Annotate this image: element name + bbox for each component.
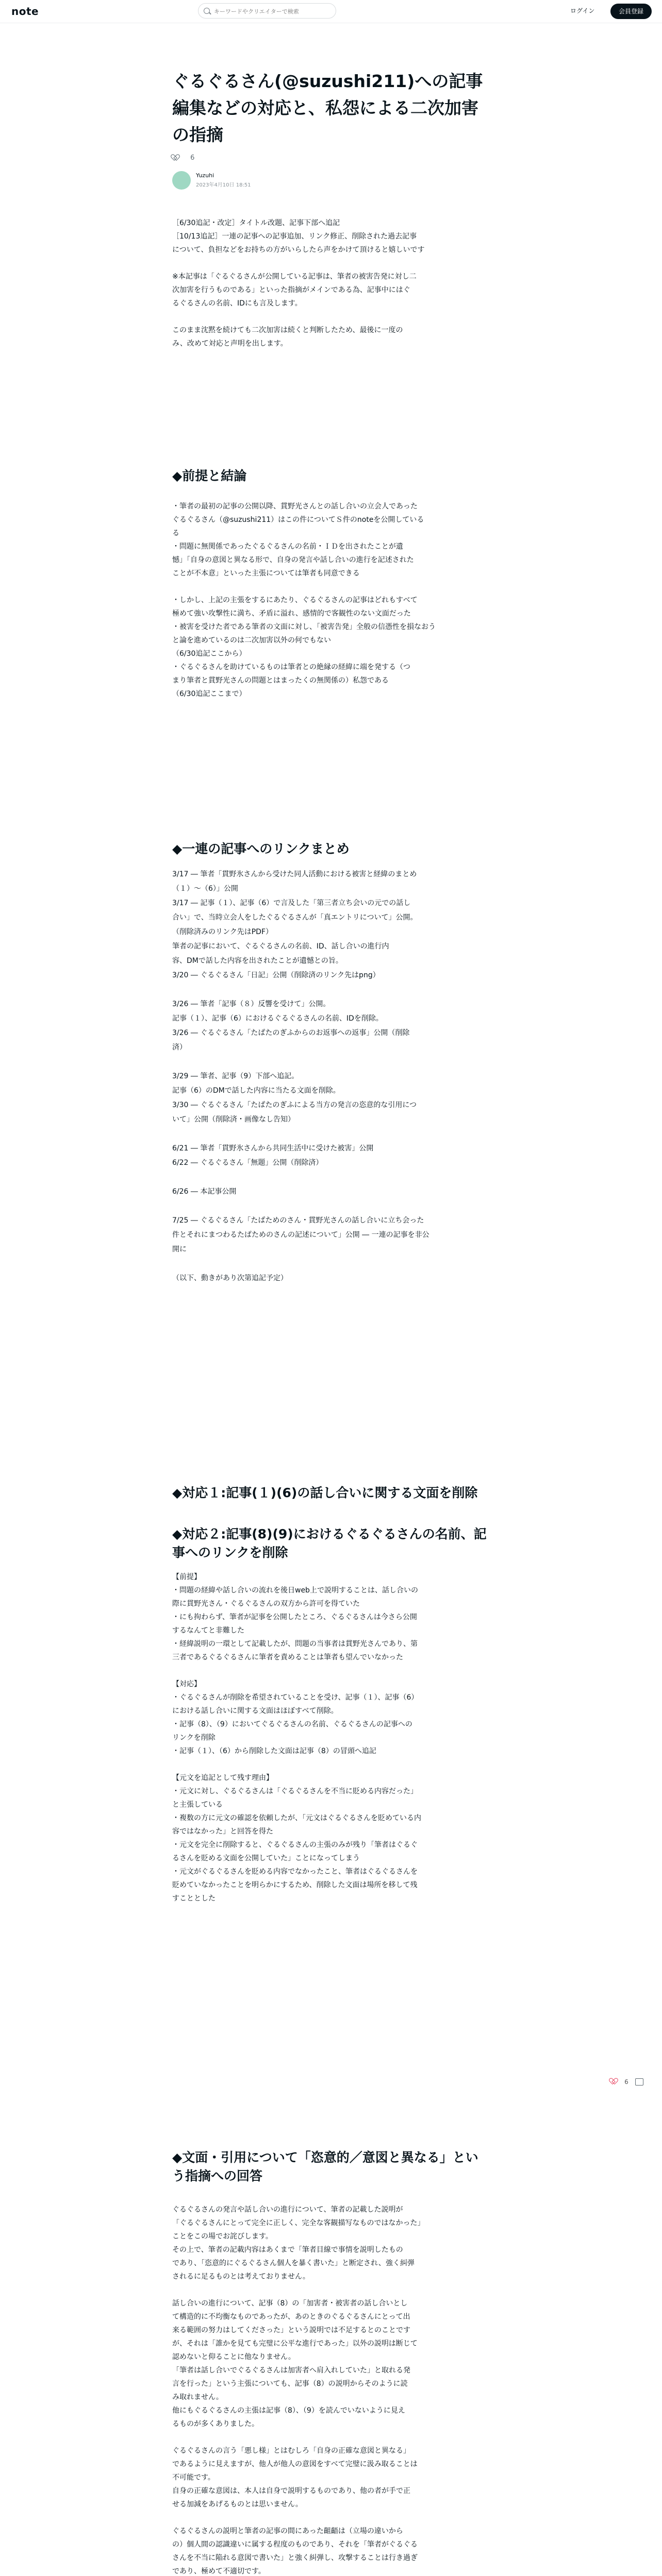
paragraph-line: み取れません。 <box>172 2393 223 2401</box>
paragraph-line: 件とそれにまつわるたぱためのさんの記述について」公開 ― 一連の記事を非公 <box>172 1231 429 1239</box>
paragraph-line: 【元文を追記として残す理由】 <box>172 1774 273 1782</box>
paragraph-line: 筆者の記事において、ぐるぐるさんの名前、ID、話し合いの進行内 <box>172 942 389 951</box>
paragraph-line: 他にもぐるぐるさんの主張は記事（8）、（9）を読んでいないように見え <box>172 2406 405 2415</box>
paragraph-line: 合い」で、当時立会人をしたぐるぐるさんが「真エントリについて」公開。 <box>172 913 418 922</box>
paragraph-line: その上で、筆者の記載内容はあくまで「筆者目線で事情を説明したもの <box>172 2246 403 2254</box>
avatar[interactable] <box>172 171 191 190</box>
paragraph-line: 3/30 ― ぐるぐるさん「たぱたのぎふによる当方の発言の恣意的な引用につ <box>172 1101 417 1109</box>
section-heading-quote: ◆文面・引用について「恣意的／意図と異なる」という指摘への回答 <box>172 2150 478 2183</box>
paragraph-line: ・ぐるぐるさんが削除を希望されていることを受け、記事（１）、記事（6） <box>172 1693 419 1702</box>
paragraph-line: 話し合いの進行について、記事（8）の「加害者・被害者の話し合いとし <box>172 2299 408 2308</box>
paragraph-line: 極めて強い攻撃性に満ち、矛盾に溢れ、感情的で客観性のない文面だった <box>172 609 411 618</box>
paragraph-line: ・筆者の最初の記事の公開以降、貫野光さんとの話し合いの立会人であった <box>172 502 418 511</box>
paragraph-line: 6/26 ― 本記事公開 <box>172 1188 237 1196</box>
paragraph-line: 3/17 ― 筆者「貫野氷さんから受けた同人活動における被害と経緯のまとめ <box>172 870 417 878</box>
paragraph-line: 「筆者は話し合いでぐるぐるさんは加害者へ肩入れしていた」と取れる発 <box>172 2366 410 2375</box>
paragraph-line: について、負担などをお持ちの方がいらしたら声をかけて頂けると嬉しいです <box>172 246 425 254</box>
paragraph-line: ・元文がぐるぐるさんを貶める内容でなかったこと、筆者はぐるぐるさんを <box>172 1868 418 1876</box>
paragraph-line: 認めないと仰ることに他なりません。 <box>172 2353 295 2361</box>
paragraph-line: 3/26 ― ぐるぐるさん「たぱたのぎふからのお返事への返事」公開（削除 <box>172 1029 410 1037</box>
paragraph-line: 三者であるぐるぐるさんに筆者を責めることは筆者も望んでいなかった <box>172 1653 403 1662</box>
paragraph-line: る <box>172 529 179 537</box>
paragraph-line: リンクを削除 <box>172 1734 216 1742</box>
site-header <box>0 0 662 23</box>
paragraph-line: ※本記事は「ぐるぐるさんが公開している記事は、筆者の被害告発に対し二 <box>172 273 417 281</box>
paragraph-line: 容、DMで話した内容を出されたことが遺憾との旨。 <box>172 957 343 965</box>
paragraph-line: 際に貫野光さん・ぐるぐるさんの双方から許可を得ていた <box>172 1600 360 1608</box>
paragraph-line: ・被害を受けた者である筆者の文面に対し、「被害告発」全般の信憑性を損なおう <box>172 623 436 631</box>
paragraph-line: されるに足るものとは考えておりません。 <box>172 2273 310 2281</box>
floating-actions <box>610 2076 643 2087</box>
paragraph-line: （6/30追記ここから） <box>172 650 246 658</box>
paragraph-line: （以下、動きがあり次第追記予定） <box>172 1274 288 1282</box>
paragraph-line: ことが不本意」といった主張については筆者も同意できる <box>172 569 360 578</box>
section-heading-links: ◆一連の記事へのリンクまとめ <box>172 841 350 856</box>
paragraph-line: 済） <box>172 1043 187 1052</box>
paragraph-line: 記事（１）、記事（6）におけるぐるぐるさんの名前、IDを削除。 <box>172 1014 383 1023</box>
paragraph-line: さんを不当に陥れる意図で書いた」と強く糾弾し、攻撃することは行き過ぎ <box>172 2554 418 2562</box>
paragraph-line: ことをこの場でお詫びします。 <box>172 2232 273 2241</box>
paragraph-line: ・元文に対し、ぐるぐるさんは「ぐるぐるさんを不当に貶める内容だった」 <box>172 1787 418 1795</box>
paragraph-line: このまま沈黙を続けても二次加害は続くと判断したため、最後に一度の <box>172 326 403 334</box>
paragraph-line: ・記事（8）、（9）においてぐるぐるさんの名前、ぐるぐるさんの記事への <box>172 1720 412 1728</box>
paragraph-line: の）個人間の認識違いに属する程度のものであり、それを「筆者がぐるぐる <box>172 2540 418 2549</box>
paragraph-line: と論を進めているのは二次加害以外の何でもない <box>172 636 331 645</box>
article-title: ぐるぐるさん(@suzushi211)への記事編集などの対応と、私怨による二次加害の指摘 <box>172 71 483 145</box>
paragraph-line: ・経緯説明の一環として記載したが、問題の当事者は貫野光さんであり、第 <box>172 1640 418 1648</box>
paragraph-line: ぐるぐるさん（@suzushi211）はこの件についてＳ件のnoteを公開している <box>172 516 424 524</box>
like-heart-icon[interactable] <box>610 2078 619 2086</box>
paragraph-line: ぐるぐるさんの発言や話し合いの進行について、筆者の記載した説明が <box>172 2206 403 2214</box>
like-count: 6 <box>190 154 195 162</box>
paragraph-line: ［6/30追記・改定］タイトル改題、記事下部へ追記 <box>172 219 340 227</box>
paragraph-line: 6/21 ― 筆者「貫野氷さんから共同生活中に受けた被害」公開 <box>172 1144 374 1153</box>
paragraph-line: ・しかし、上記の主張をするにあたり、ぐるぐるさんの記事はどれもすべて <box>172 596 418 604</box>
side-like-count: 6 <box>624 2078 628 2086</box>
author-name[interactable]: Yuzuhi <box>196 172 214 179</box>
paragraph-line: 開に <box>172 1245 187 1253</box>
paragraph-line: て構造的に不均衡なものであったが、あのときのぐるぐるさんにとって出 <box>172 2313 410 2321</box>
paragraph-line: ［10/13追記］一連の記事への記事追加、リンク修正、削除された過去記事 <box>172 232 417 241</box>
paragraph-line: であり、「恣意的にぐるぐるさん個人を暴く書いた」と断定され、強く糾弾 <box>172 2259 415 2267</box>
paragraph-line: み、改めて対応と声明を出します。 <box>172 340 288 348</box>
paragraph-line: 7/25 ― ぐるぐるさん「たぱためのさん・貫野光さんの話し合いに立ち会った <box>172 1216 424 1225</box>
paragraph-line: 3/26 ― 筆者「記事（８）反響を受けて」公開。 <box>172 1000 330 1008</box>
paragraph-line: が、それは「誰かを見ても完璧に公平な進行であった」以外の説明は断じて <box>172 2340 418 2348</box>
section-heading-premise: ◆前提と結論 <box>172 468 247 483</box>
paragraph-line: ・元文を完全に削除すると、ぐるぐるさんの主張のみが残り「筆者はぐるぐ <box>172 1841 418 1849</box>
paragraph-line: ・ぐるぐるさんを助けているものは筆者との絶縁の経緯に端を発する（つ <box>172 663 410 671</box>
paragraph-line: るさんを貶める文面を公開していた」ことになってしまう <box>172 1854 360 1862</box>
paragraph-line: るものが多くありました。 <box>172 2420 259 2428</box>
like-row <box>172 152 194 163</box>
section-heading-response-1: ◆対応１:記事(１)(6)の話し合いに関する文面を削除 <box>172 1485 478 1500</box>
paragraph-line: ・問題に無関係であったぐるぐるさんの名前・ＩＤを出されたことが遺 <box>172 543 403 551</box>
comment-icon[interactable] <box>635 2078 643 2086</box>
paragraph-line: 容ではなかった」と回答を得た <box>172 1827 273 1836</box>
signup-button[interactable]: 会員登録 <box>610 4 652 19</box>
paragraph-line: 3/17 ― 記事（１）、記事（6）で言及した「第三者立ち会いの元での話し <box>172 899 411 907</box>
paragraph-line: 【前提】 <box>172 1573 201 1581</box>
paragraph-line: ・記事（１）、（6）から削除した文面は記事（8）の冒頭へ追記 <box>172 1747 376 1755</box>
post-date: 2023年4月10日 18:51 <box>196 182 251 188</box>
paragraph-line: すこととした <box>172 1894 216 1903</box>
paragraph-line: するなんてと非難した <box>172 1626 244 1635</box>
paragraph-line: ・複数の方に元文の確認を依頼したが、「元文はぐるぐるさんを貶めている内 <box>172 1814 421 1822</box>
paragraph-line: ぐるぐるさんの説明と筆者の記事の間にあった齟齬は（立場の違いから <box>172 2527 403 2535</box>
paragraph-line: 不可能です。 <box>172 2473 215 2482</box>
paragraph-line: まり筆者と貫野光さんの問題とはまったくの無関係の）私怨である <box>172 676 389 685</box>
paragraph-line: 憾」「自身の意図と異なる形で、自身の発言や話し合いの進行を記述された <box>172 556 414 564</box>
paragraph-line: 次加害を行うものである」といった指摘がメインである為、記事中にはぐ <box>172 286 410 294</box>
paragraph-line: 「ぐるぐるさんにとって完全に正しく、完全な客観描写なものではなかった」 <box>172 2219 425 2227</box>
paragraph-line: ・問題の経緯や話し合いの流れを後日web上で説明することは、話し合いの <box>172 1586 418 1595</box>
paragraph-line: における話し合いに関する文面はほぼすべて削除。 <box>172 1707 338 1715</box>
paragraph-line: せる加減をあげるものとは思いません。 <box>172 2500 303 2509</box>
paragraph-line: いて」公開（削除済・画像なし告知） <box>172 1115 295 1124</box>
search-icon <box>204 8 210 14</box>
paragraph-line: るぐるさんの名前、IDにも言及します。 <box>172 299 302 308</box>
paragraph-line: と主張している <box>172 1801 223 1809</box>
paragraph-line: 6/22 ― ぐるぐるさん「無題」公開（削除済） <box>172 1159 323 1167</box>
paragraph-line: 貶めていなかったことを明らかにするため、削除した文面は場所を移して残 <box>172 1881 418 1889</box>
paragraph-line: （削除済みのリンク先はPDF） <box>172 928 273 936</box>
paragraph-line: ぐるぐるさんの言う「悪し様」とはむしろ「自身の正確な意図と異なる」 <box>172 2447 410 2455</box>
paragraph-line: 記事（6）のDMで話した内容に当たる文面を削除。 <box>172 1087 340 1095</box>
paragraph-line: （6/30追記ここまで） <box>172 690 246 698</box>
paragraph-line: 【対応】 <box>172 1680 201 1688</box>
search-input[interactable] <box>213 6 334 17</box>
paragraph-line: 来る範囲の努力はしてくださった」という説明では不足するとのことです <box>172 2326 410 2334</box>
paragraph-line: 自身の正確な意図は、本人は自身で説明するものであり、他の者が手で正 <box>172 2487 410 2495</box>
paragraph-line: （１）〜（6）」公開 <box>172 885 238 893</box>
paragraph-line: 3/20 ― ぐるぐるさん「日記」公開（削除済のリンク先はpng） <box>172 971 380 979</box>
paragraph-line: ・にも拘わらず、筆者が記事を公開したところ、ぐるぐるさんは今さら公開 <box>172 1613 417 1621</box>
paragraph-line: であり、極めて不適切です。 <box>172 2567 266 2575</box>
search-box[interactable] <box>198 3 336 19</box>
section-heading-response-2: ◆対応２:記事(8)(9)におけるぐるぐるさんの名前、記事へのリンクを削除 <box>172 1527 487 1560</box>
login-link[interactable]: ログイン <box>570 7 595 14</box>
paragraph-line: 言を行った」という主張についても、記事（8）の説明からそのように読 <box>172 2380 408 2388</box>
paragraph-line: であるように見えますが、他人が他人の意図をすべて完璧に汲み取ることは <box>172 2460 418 2468</box>
paragraph-line: 3/29 ― 筆者、記事（9）下部へ追記。 <box>172 1072 299 1080</box>
heart-icon[interactable] <box>172 155 180 162</box>
note-logo[interactable]: note <box>11 5 39 18</box>
